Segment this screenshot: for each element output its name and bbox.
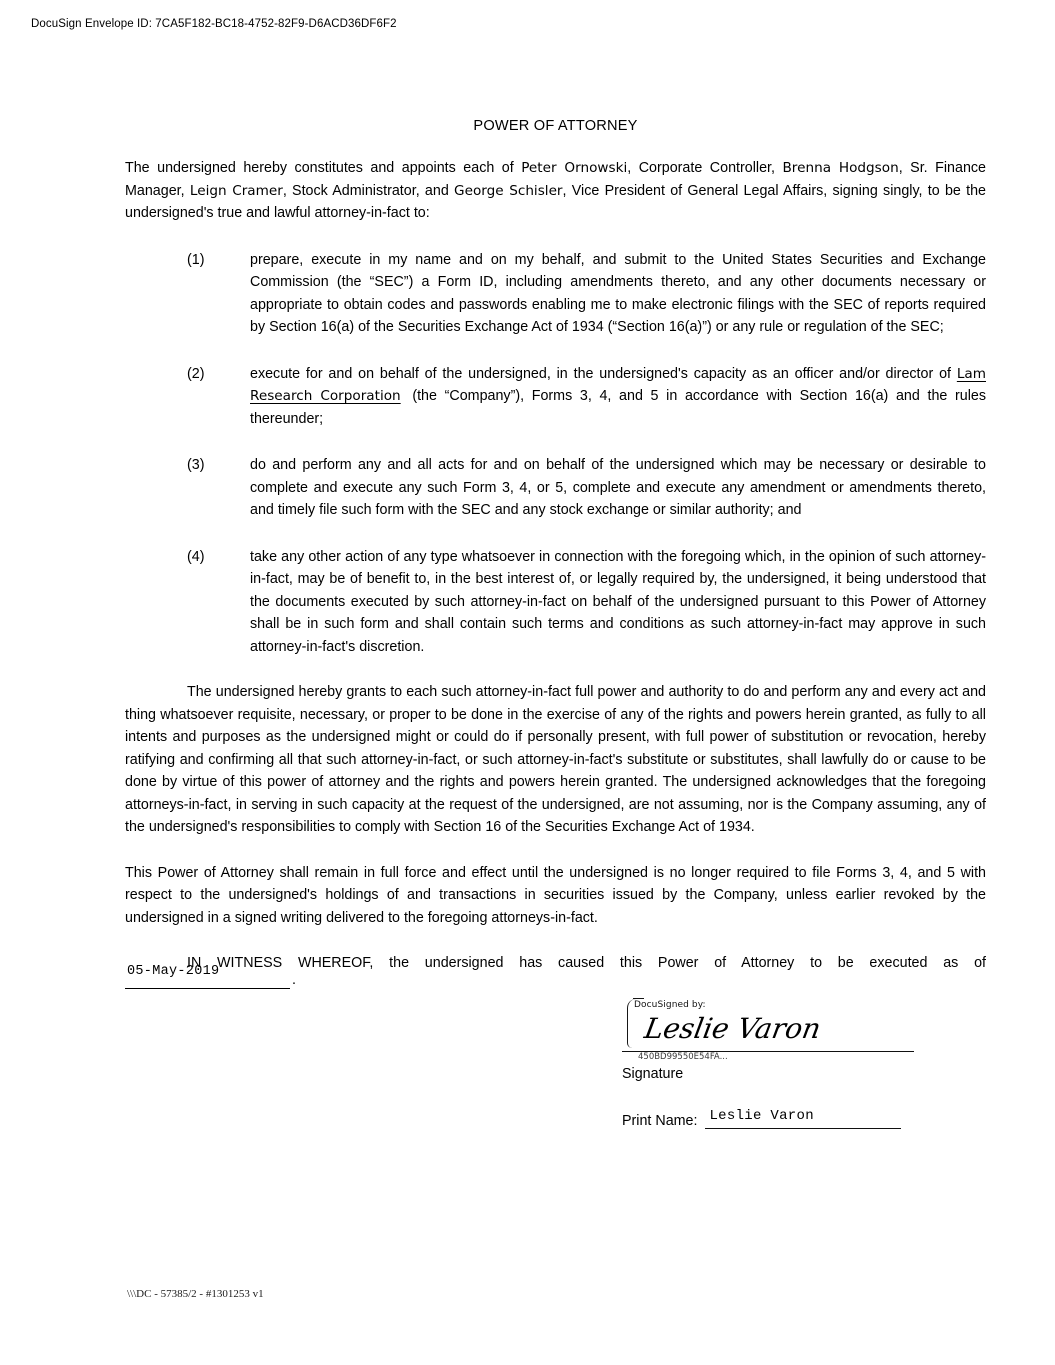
document-body (125, 0, 986, 1129)
poa-item-4 (125, 546, 986, 659)
item-number: (2) (187, 365, 205, 382)
item-number: (4) (187, 548, 205, 565)
print-name-line (705, 1109, 901, 1129)
duration-paragraph: This Power of Attorney shall remain in full force and effect until the undersigned is no longer required to file Forms 3, 4, and 5 with respect to the undersigned's holdings of and transactions in securities issued by the Company, unless earlier revoked by the undersigned in a signed writing delivered to the foregoing attorneys-in-fact. (125, 864, 986, 926)
item-text-segment: execute for and on behalf of the undersigned, in the undersigned's capacity as an officer and/or director of (250, 365, 957, 382)
item-text (250, 363, 986, 431)
intro-paragraph (125, 157, 986, 225)
date-blank-line (125, 988, 290, 989)
poa-item-1 (125, 249, 986, 339)
appointee-name: Leign Cramer (189, 182, 283, 199)
date-period: . (292, 971, 296, 988)
document-title: POWER OF ATTORNEY (473, 118, 638, 134)
appointee-name: George Schisler (454, 182, 563, 199)
appointee-name: Brenna Hodgson (782, 160, 899, 176)
print-name-row (622, 1109, 914, 1129)
document-footer-ref: \\\DC - 57385/2 - #1301253 v1 (127, 1288, 264, 1300)
item-text: prepare, execute in my name and on my behalf, and submit to the United States Securities and Exchange Commission (the “SEC”) a Form ID, including amendments thereto, and any other documents necessary or appropriate to obtain codes and passwords enabling me to make electronic filings with the SEC of reports required by Section 16(a) of the Securities Exchange Act of 1934 (“Section 16(a)”) or any rule or regulation of the SEC; (250, 251, 986, 335)
intro-text: , Sr. Finance Manager, (125, 160, 987, 199)
company-name: Lam Research Corporation (250, 365, 986, 404)
signature-line (622, 1051, 914, 1066)
docusign-stamp-id: 450BD99550E54FA... (638, 1051, 728, 1062)
poa-item-3 (125, 454, 986, 522)
docusign-stamp-label: DocuSigned by: (634, 999, 706, 1010)
signature-label: Signature (622, 1065, 684, 1082)
intro-text: , Vice President of General Legal Affairs, signing singly, to be the undersigned's true and lawful attorney-in-fact to: (125, 182, 986, 221)
docusign-stamp (627, 999, 914, 1048)
item-number: (3) (187, 457, 205, 473)
item-text: take any other action of any type whatsoever in connection with the foregoing which, in the opinion of such attorney-in-fact, may be of benefit to, in the best interest of, or legally required by, the undersigned, it being understood that the documents executed by such attorney-in-fact on behalf of the undersigned pursuant to this Power of Attorney shall be in such form and shall contain such terms and conditions as such attorney-in-fact may approve in such attorney-in-fact's discretion. (250, 548, 986, 655)
witness-clause: IN WITNESS WHEREOF, the undersigned has caused this Power of Attorney to be executed as of (187, 955, 986, 971)
print-name-value: Leslie Varon (709, 1107, 814, 1124)
item-text-segment: (the “Company”), Forms 3, 4, and 5 in accordance with Section 16(a) and the rules thereunder; (250, 388, 987, 427)
poa-item-2 (125, 363, 986, 431)
signature-handwriting: Leslie Varon (642, 1011, 824, 1045)
grant-paragraph: The undersigned hereby grants to each such attorney-in-fact full power and authority to do and perform any and every act and thing whatsoever requisite, necessary, or proper to be done in the exercise of any of the rights and powers herein granted, as fully to all intents and purposes as the undersigned might or could do if personally present, with full power of substitution or revocation, hereby ratifying and confirming all that such attorney-in-fact, or such attorney-in-fact's substitute or substitutes, shall lawfully do or cause to be done by virtue of this power of attorney and the rights and powers herein granted. The undersigned acknowledges that the foregoing attorneys-in-fact, in serving in such capacity at the request of the undersigned, are not assuming, nor is the Company assuming, any of the undersigned's responsibilities to comply with Section 16 of the Securities Exchange Act of 1934. (125, 684, 986, 835)
signature-block (622, 999, 914, 1129)
intro-text: , Corporate Controller, (627, 160, 783, 176)
execution-date-value: 05-May-2019 (127, 963, 220, 979)
intro-text: , Stock Administrator, and (282, 182, 455, 199)
docusign-envelope-id: DocuSign Envelope ID: 7CA5F182-BC18-4752-82F9-D6ACD36DF6F2 (31, 18, 397, 30)
item-text: do and perform any and all acts for and on behalf of the undersigned which may be necessary or desirable to complete and execute any such Form 3, 4, or 5, complete and execute any amendment or amendments thereto, and timely file such form with the SEC and any stock exchange or similar authority; and (250, 457, 986, 518)
appointee-name: Peter Ornowski (521, 160, 628, 176)
item-number: (1) (187, 251, 205, 268)
intro-text: The undersigned hereby constitutes and appoints each of (125, 160, 522, 176)
print-name-label: Print Name: (622, 1112, 698, 1129)
